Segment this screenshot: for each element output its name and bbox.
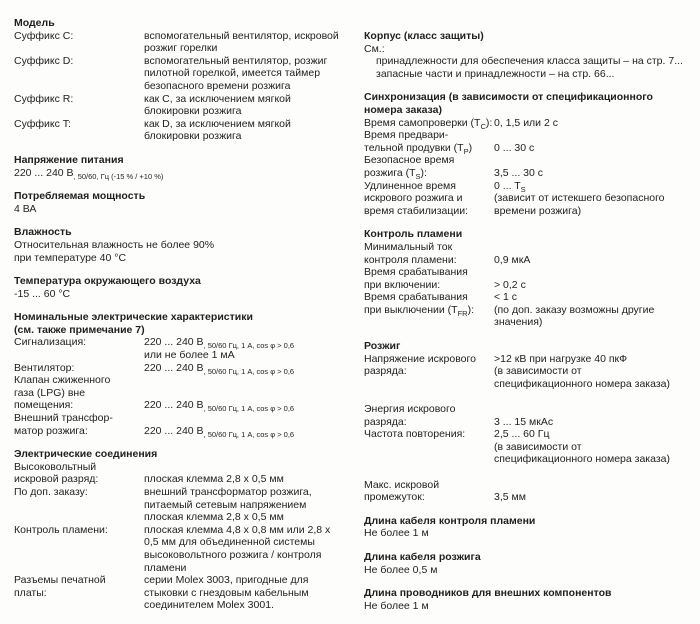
spec-row xyxy=(364,378,696,391)
spec-value: (зависит от истекшего безопасного xyxy=(494,192,665,205)
spec-label xyxy=(14,562,144,575)
spec-value: спецификационного номера заказа) xyxy=(494,453,670,466)
spec-label: розжига $(T_S)$: xyxy=(364,166,427,182)
spec-label xyxy=(14,105,144,118)
spec-value: 220 ... 240 $В_{, 50/60 Гц, 1 А, cos \varphi > 0,6}$ xyxy=(144,361,295,376)
spec-label: Суффикс T: xyxy=(14,117,71,130)
spec-row xyxy=(14,524,354,537)
spec-value: вспомогательный вентилятор, искровой xyxy=(144,29,339,42)
spec-label: Вентилятор: xyxy=(14,361,75,374)
spec-row xyxy=(14,574,354,587)
spec-row xyxy=(364,353,696,366)
spec-label xyxy=(364,441,494,454)
spec-row xyxy=(14,105,354,118)
section-heading: Напряжение питания xyxy=(14,153,124,166)
spec-row xyxy=(14,399,354,412)
spec-row xyxy=(14,486,354,499)
section-heading: Потребляемая мощность xyxy=(14,190,146,203)
spec-value: > 0,2 с xyxy=(494,278,526,291)
spec-value: серии Molex 3003, пригодные для xyxy=(144,574,309,587)
section-heading: Корпус (класс защиты) xyxy=(364,30,484,42)
spec-row xyxy=(364,416,696,429)
spec-value: плоская клемма 4,8 x 0,8 мм или 2,8 x xyxy=(144,523,331,536)
spec-label xyxy=(14,599,144,612)
section xyxy=(14,448,354,612)
spec-label: Суффикс D: xyxy=(14,54,74,67)
section xyxy=(14,17,354,143)
spec-row xyxy=(14,412,354,425)
spec-value: розжиг горелки xyxy=(144,42,218,55)
spec-label: Время срабатывания xyxy=(364,291,468,304)
spec-label: платы: xyxy=(14,586,47,599)
spec-value xyxy=(144,461,354,474)
spec-label xyxy=(14,130,144,143)
section xyxy=(14,311,354,437)
section-heading: Номинальные электрические характеристики xyxy=(14,311,253,324)
spec-label: при включении: xyxy=(364,278,441,291)
spec-row xyxy=(364,266,696,279)
spec-value: вспомогательный вентилятор, розжиг xyxy=(144,54,328,67)
section xyxy=(14,154,354,179)
spec-value: 3,5 мм xyxy=(494,491,526,504)
section xyxy=(14,275,354,300)
spec-label: газа (LPG) вне xyxy=(14,386,86,399)
spec-value xyxy=(494,154,696,167)
spec-value: 2,5 ... 60 Гц xyxy=(494,428,550,441)
spec-label: Удлиненное время xyxy=(364,179,456,192)
spec-label: Напряжение искрового xyxy=(364,352,476,365)
spec-label xyxy=(14,349,144,362)
spec-value: < 1 с xyxy=(494,291,518,304)
spec-value: или не более 1 мА xyxy=(144,349,235,362)
spec-value: значения) xyxy=(494,316,543,329)
spec-row xyxy=(364,241,696,254)
spec-row xyxy=(14,587,354,600)
spec-value: высоковольтного розжига / контроля xyxy=(144,548,322,561)
spec-value: блокировки розжига xyxy=(144,130,242,143)
spec-label: Высоковольтный xyxy=(14,460,97,473)
spec-value: (в зависимости от xyxy=(494,440,582,453)
spec-label xyxy=(364,316,494,329)
spec-row xyxy=(14,55,354,68)
spec-label: разряда: xyxy=(364,365,407,378)
spec-row xyxy=(364,316,696,329)
section xyxy=(14,226,354,264)
section-heading: Электрические соединения xyxy=(14,448,158,461)
spec-label: помещения: xyxy=(14,399,74,412)
spec-value: 0, 1,5 или 2 с xyxy=(494,116,558,129)
spec-value: как C, за исключением мягкой xyxy=(144,92,291,105)
spec-value: 220 ... 240 $В_{, 50/60 Гц, 1 А, cos \varphi > 0,6}$ xyxy=(144,399,295,414)
spec-label: время стабилизации: xyxy=(364,204,469,217)
spec-row xyxy=(14,42,354,55)
spec-row xyxy=(364,428,696,441)
spec-row xyxy=(364,279,696,292)
spec-row xyxy=(14,473,354,486)
spec-value xyxy=(144,412,354,425)
text-line: См.: xyxy=(364,42,385,55)
spec-row xyxy=(14,549,354,562)
spec-label: Время предвари- xyxy=(364,129,449,142)
spec-label: Суффикс C: xyxy=(14,29,74,42)
spec-row xyxy=(14,30,354,43)
line-gap xyxy=(364,466,696,479)
spec-row xyxy=(14,374,354,387)
spec-label: Разъемы печатной xyxy=(14,574,106,587)
spec-row xyxy=(364,129,696,142)
spec-row xyxy=(364,254,696,267)
spec-row xyxy=(364,192,696,205)
spec-row xyxy=(14,562,354,575)
spec-row xyxy=(14,425,354,438)
spec-label: Контроль пламени: xyxy=(14,523,108,536)
section xyxy=(364,551,696,576)
section xyxy=(364,515,696,540)
text-line: Не более 1 м xyxy=(364,527,429,540)
spec-label: Время самопроверки $(T_C)$: xyxy=(364,116,493,131)
spec-row xyxy=(364,291,696,304)
section xyxy=(364,91,696,217)
spec-label xyxy=(14,499,144,512)
spec-value: 0,5 мм для объединенной системы xyxy=(144,536,315,549)
spec-value: 220 ... 240 $В_{, 50/60 Гц, 1 А, cos \varphi > 0,6}$ xyxy=(144,424,295,439)
section-heading: Температура окружающего воздуха xyxy=(14,275,201,288)
spec-label: Энергия искрового xyxy=(364,403,456,416)
spec-row xyxy=(364,365,696,378)
spec-value: блокировки розжига xyxy=(144,105,242,118)
spec-value: (в зависимости от xyxy=(494,365,582,378)
spec-row xyxy=(364,167,696,180)
line-gap xyxy=(364,390,696,403)
spec-value: как D, за исключением мягкой xyxy=(144,117,291,130)
right-column xyxy=(364,0,696,623)
section xyxy=(14,190,354,215)
spec-label xyxy=(14,67,144,80)
spec-label: Время срабатывания xyxy=(364,266,468,279)
spec-row xyxy=(364,142,696,155)
spec-row xyxy=(364,304,696,317)
spec-label: Клапан сжиженного xyxy=(14,374,111,387)
spec-value: (по доп. заказу возможны другие xyxy=(494,303,655,316)
spec-row xyxy=(14,130,354,143)
spec-label: Суффикс R: xyxy=(14,92,74,105)
spec-value: 0,9 мкА xyxy=(494,253,531,266)
spec-row xyxy=(364,403,696,416)
spec-label xyxy=(14,511,144,524)
spec-label: Макс. искровой xyxy=(364,478,440,491)
section xyxy=(364,30,696,80)
spec-value xyxy=(144,387,354,400)
spec-label: контроля пламени: xyxy=(364,253,457,266)
spec-label xyxy=(14,549,144,562)
spec-value xyxy=(144,374,354,387)
section xyxy=(364,228,696,329)
section-heading: (см. также примечание 7) xyxy=(14,323,145,336)
spec-row xyxy=(364,441,696,454)
spec-value xyxy=(494,403,696,416)
left-column xyxy=(14,0,354,623)
spec-label xyxy=(364,453,494,466)
spec-label: Частота повторения: xyxy=(364,428,466,441)
spec-row xyxy=(14,67,354,80)
spec-label: искрового розжига и xyxy=(364,192,463,205)
spec-label: Сигнализация: xyxy=(14,336,87,349)
text-line: принадлежности для обеспечения класса защиты – на стр. 7... xyxy=(376,55,683,68)
spec-label: при выключении $(T_{FR})$: xyxy=(364,303,475,318)
spec-row xyxy=(14,80,354,93)
spec-row xyxy=(364,117,696,130)
spec-value xyxy=(494,266,696,279)
spec-value: плоская клемма 2,8 x 0,5 мм xyxy=(144,511,284,524)
spec-value: 0 ... 30 с xyxy=(494,141,535,154)
spec-row xyxy=(14,499,354,512)
spec-value xyxy=(494,241,696,254)
spec-label: Внешний трансфор- xyxy=(14,412,113,425)
section-heading: Контроль пламени xyxy=(364,228,463,241)
spec-row xyxy=(364,154,696,167)
spec-row xyxy=(14,118,354,131)
section xyxy=(364,340,696,504)
spec-row xyxy=(14,461,354,474)
section-heading: Синхронизация (в зависимости от спецификационного xyxy=(364,91,653,104)
spec-label: промежуток: xyxy=(364,491,425,504)
spec-value: 220 ... 240 $В_{, 50/60 Гц, 1 А, cos \varphi > 0,6}$ xyxy=(144,336,295,351)
spec-row xyxy=(14,599,354,612)
section xyxy=(364,587,696,612)
spec-label: тельной продувки $(T_P)$ xyxy=(364,141,473,156)
spec-row xyxy=(14,387,354,400)
text-line: Не более 0,5 м xyxy=(364,563,438,576)
spec-value: времени розжига) xyxy=(494,204,582,217)
spec-label: Минимальный ток xyxy=(364,240,453,253)
spec-value: внешний трансформатор розжига, xyxy=(144,486,312,498)
spec-value: 3 ... 15 мкАс xyxy=(494,415,554,428)
section-heading: Длина проводников для внешних компонентов xyxy=(364,587,612,600)
spec-value xyxy=(494,479,696,492)
text-line: Не более 1 м xyxy=(364,599,429,612)
spec-value: 3,5 ... 30 с xyxy=(494,166,544,179)
text-line: при температуре 40 °C xyxy=(14,251,127,264)
spec-value: пилотной горелкой, имеется таймер xyxy=(144,67,321,80)
section-heading: Влажность xyxy=(14,226,72,239)
spec-label: матор розжига: xyxy=(14,424,88,437)
spec-value: 0 ... $T_S$ xyxy=(494,179,526,194)
spec-value: спецификационного номера заказа) xyxy=(494,377,670,390)
text-line: 220 ... 240 $В_{, 50/60, Гц (-15 \% / +10 \%)}$ xyxy=(14,166,164,181)
spec-value: пламени xyxy=(144,561,187,574)
spec-value: стыковки с гнездовым кабельным xyxy=(144,586,309,599)
spec-label: искровой разряд: xyxy=(14,473,99,486)
spec-row xyxy=(14,349,354,362)
spec-row xyxy=(14,511,354,524)
text-line: -15 ... 60 °C xyxy=(14,287,71,300)
spec-value: питаемый сетевым напряжением xyxy=(144,498,307,511)
text-line: запасные части и принадлежности – на стр. 66... xyxy=(376,67,615,80)
spec-value xyxy=(494,129,696,142)
spec-label xyxy=(364,378,494,391)
spec-row xyxy=(364,479,696,492)
spec-label xyxy=(14,42,144,55)
spec-row xyxy=(364,491,696,504)
section-heading: Длина кабеля розжига xyxy=(364,550,481,563)
spec-row xyxy=(364,180,696,193)
spec-row xyxy=(14,336,354,349)
spec-row xyxy=(364,453,696,466)
section-heading: номера заказа) xyxy=(364,103,442,116)
spec-label: По доп. заказу: xyxy=(14,486,88,498)
spec-row xyxy=(14,362,354,375)
spec-row xyxy=(364,205,696,218)
section-heading: Длина кабеля контроля пламени xyxy=(364,514,536,527)
spec-label: разряда: xyxy=(364,415,407,428)
spec-label xyxy=(14,536,144,549)
spec-value: безопасного времени розжига xyxy=(144,79,291,92)
section-heading: Модель xyxy=(14,17,55,29)
spec-row xyxy=(14,93,354,106)
spec-value: соединителем Molex 3001. xyxy=(144,599,274,612)
spec-value: >12 кВ при нагрузке 40 пкФ xyxy=(494,352,628,365)
spec-label xyxy=(14,80,144,93)
section-heading: Розжиг xyxy=(364,340,401,353)
text-line: Относительная влажность не более 90% xyxy=(14,238,215,251)
spec-label: Безопасное время xyxy=(364,154,455,167)
spec-row xyxy=(14,536,354,549)
spec-value: плоская клемма 2,8 x 0,5 мм xyxy=(144,473,284,486)
text-line: 4 ВА xyxy=(14,202,37,215)
